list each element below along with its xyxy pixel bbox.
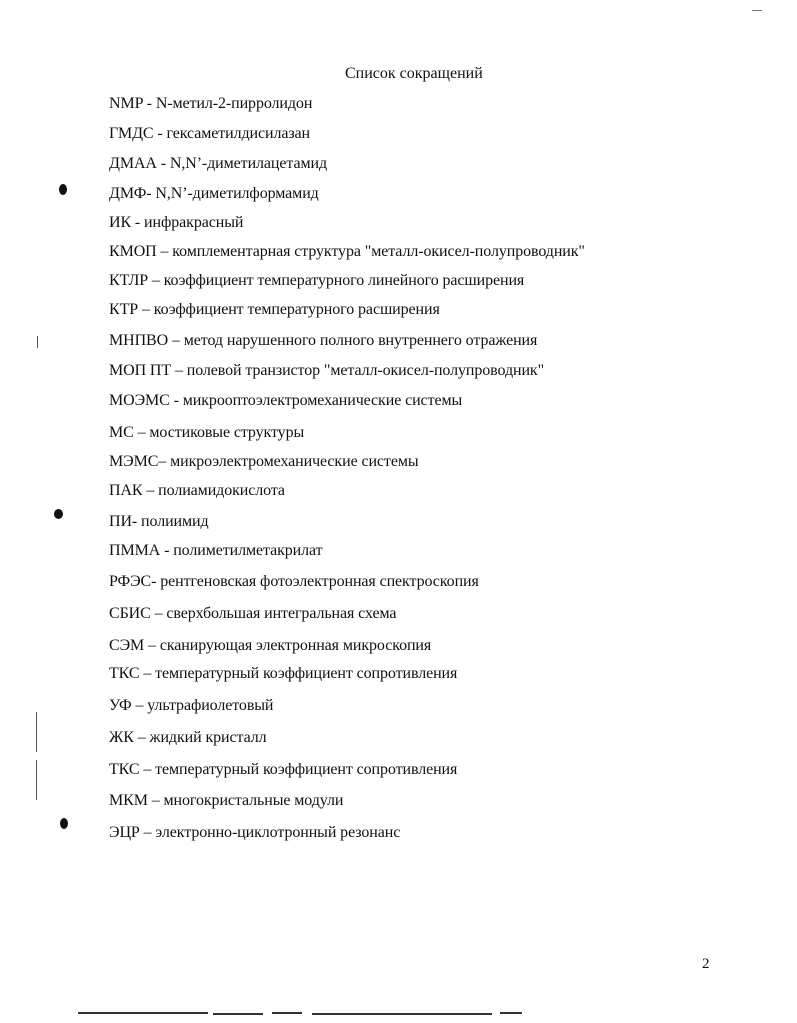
list-item: КМОП – комплементарная структура "металл-окисел-полупроводник"	[109, 243, 585, 260]
scan-edge-line	[500, 1012, 522, 1014]
punch-hole-mark	[59, 184, 67, 195]
list-item: ЖК – жидкий кристалл	[109, 729, 267, 746]
scan-edge-line	[312, 1013, 492, 1015]
list-item: СЭМ – сканирующая электронная микроскопия	[109, 637, 432, 654]
list-item: ПИ- полиимид	[109, 513, 209, 530]
list-item: ПММА - полиметилметакрилат	[109, 542, 323, 559]
scan-edge-line	[78, 1012, 208, 1014]
margin-line	[37, 336, 38, 348]
punch-hole-mark	[60, 818, 68, 829]
list-item: ЭЦР – электронно-циклотронный резонанс	[109, 824, 401, 841]
list-item: ДМАА - N,N’-диметилацетамид	[109, 155, 327, 172]
list-item: ДМФ- N,N’-диметилформамид	[109, 185, 319, 202]
margin-line	[36, 712, 37, 752]
list-item: NMP - N-метил-2-пирролидон	[109, 95, 313, 112]
list-item: СБИС – сверхбольшая интегральная схема	[109, 605, 397, 622]
punch-hole-mark	[54, 509, 63, 519]
list-item: ТКС – температурный коэффициент сопротивления	[109, 761, 458, 778]
list-item: МЭМС– микроэлектромеханические системы	[109, 453, 419, 470]
list-item: КТЛР – коэффициент температурного линейного расширения	[109, 272, 525, 289]
list-item: МОП ПТ – полевой транзистор "металл-окисел-полупроводник"	[109, 362, 545, 379]
scan-edge-line	[272, 1012, 302, 1014]
list-item: ГМДС - гексаметилдисилазан	[109, 125, 311, 142]
list-item: КТР – коэффициент температурного расширения	[109, 301, 440, 318]
list-item: ИК - инфракрасный	[109, 214, 244, 231]
list-item: МНПВО – метод нарушенного полного внутреннего отражения	[109, 332, 538, 349]
list-item: ТКС – температурный коэффициент сопротивления	[109, 665, 458, 682]
page-number: 2	[702, 956, 710, 972]
scan-edge-line	[213, 1013, 263, 1015]
scan-mark	[752, 10, 762, 11]
margin-line	[36, 760, 37, 800]
list-item: ПАК – полиамидокислота	[109, 482, 285, 499]
list-item: МОЭМС - микрооптоэлектромеханические системы	[109, 392, 463, 409]
page-title: Список сокращений	[345, 65, 483, 82]
list-item: РФЭС- рентгеновская фотоэлектронная спектроскопия	[109, 573, 479, 590]
list-item: МКМ – многокристальные модули	[109, 792, 344, 809]
list-item: УФ – ультрафиолетовый	[109, 697, 274, 714]
list-item: МС – мостиковые структуры	[109, 424, 305, 441]
